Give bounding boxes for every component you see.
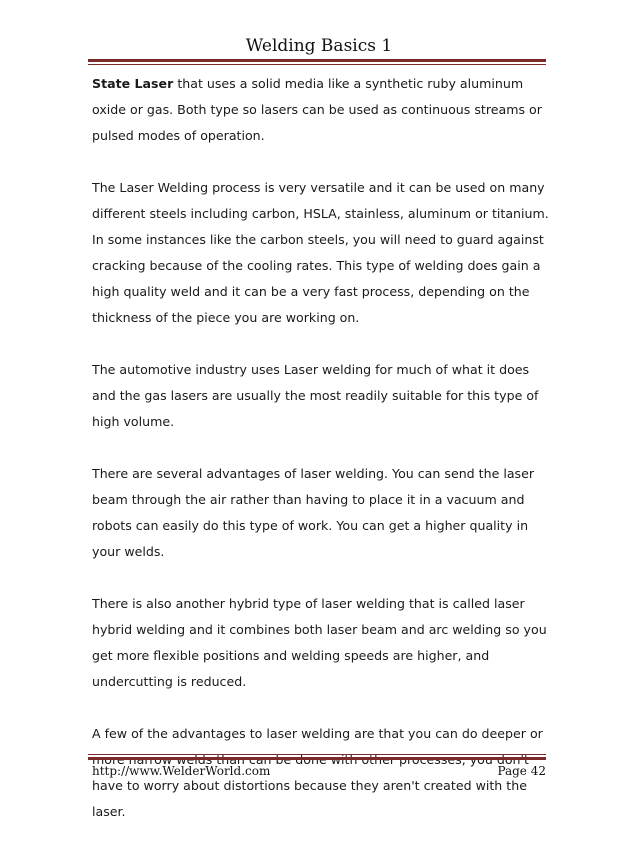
page-header-title: Welding Basics 1: [245, 36, 393, 56]
page-number: Page 42: [497, 764, 546, 778]
header-rule-thin: [88, 64, 546, 65]
paragraph-1-text: that uses a solid media like a synthetic ruby aluminum oxide or gas. Both type so lasers can be used as continuous streams or pulsed modes of operation.: [92, 76, 542, 143]
paragraph-4: There are several advantages of laser welding. You can send the laser beam through the air rather than having to place it in a vacuum and robots can easily do this type of work. You can get a higher quality in your welds.: [92, 466, 535, 559]
document-body: [92, 71, 556, 851]
paragraph-1: [92, 71, 556, 149]
bold-term: State Laser: [92, 76, 174, 91]
paragraph-3: The automotive industry uses Laser welding for much of what it does and the gas lasers are usually the most readily suitable for this type of high volume.: [92, 362, 539, 429]
footer-url: http://www.WelderWorld.com: [92, 764, 271, 778]
footer-rule-thin: [88, 754, 546, 755]
paragraph-6: A few of the advantages to laser welding are that you can do deeper or have to worry about distortions because they aren't created with the laser.: [92, 726, 543, 819]
paragraph-2: The Laser Welding process is very versatile and it can be used on many different steels including carbon, HSLA, stainless, aluminum or titanium. In some instances like the carbon steels, you will need to guard against cracking because of the cooling rates. This type of welding does gain a high quality weld and it can be a very fast process, depending on the thickness of the piece you are working on.: [92, 180, 549, 325]
paragraph-5: There is also another hybrid type of laser welding that is called laser hybrid welding and it combines both laser beam and arc welding so you get more flexible positions and welding speeds are higher, and undercutting is reduced.: [92, 596, 547, 689]
header-rule-thick: [88, 59, 546, 62]
footer-rule-thick: [88, 757, 546, 760]
